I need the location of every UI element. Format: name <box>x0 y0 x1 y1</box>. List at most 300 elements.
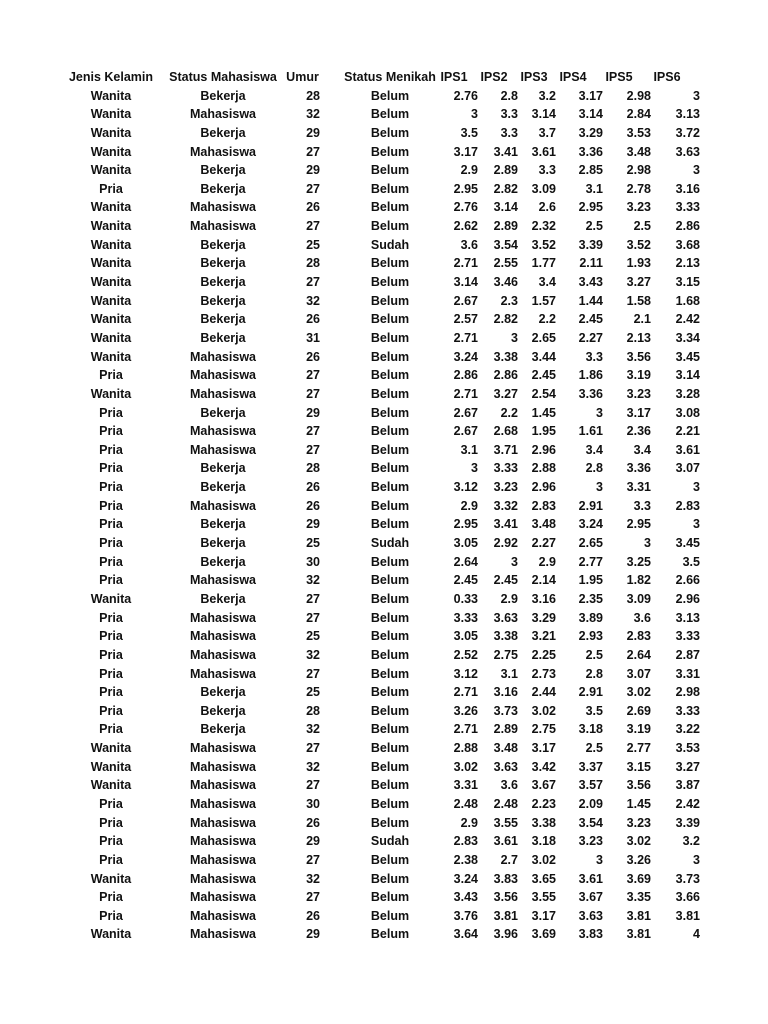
cell-ips4: 1.95 <box>578 573 603 588</box>
cell-ips1: 3.14 <box>453 275 478 290</box>
cell-ips3: 2.54 <box>531 386 556 401</box>
cell-ips3: 3.61 <box>531 144 556 159</box>
cell-status-mahasiswa: Mahasiswa <box>189 442 256 457</box>
cell-ips3: 3.29 <box>531 610 556 625</box>
cell-jenis-kelamin: Pria <box>99 908 123 923</box>
cell-jenis-kelamin: Pria <box>99 722 123 737</box>
cell-umur: 32 <box>306 573 320 588</box>
table-row <box>0 441 768 460</box>
table-row <box>0 590 768 609</box>
cell-ips5: 3.53 <box>626 125 651 140</box>
cell-status-menikah: Belum <box>370 125 410 140</box>
cell-jenis-kelamin: Pria <box>99 368 123 383</box>
cell-status-mahasiswa: Bekerja <box>200 703 246 718</box>
cell-ips3: 3.02 <box>531 703 556 718</box>
cell-ips1: 2.76 <box>453 88 478 103</box>
cell-ips1: 3.43 <box>453 890 478 905</box>
cell-ips3: 3.7 <box>538 125 556 140</box>
cell-ips1: 2.71 <box>453 685 478 700</box>
cell-status-mahasiswa: Bekerja <box>200 330 246 345</box>
table-row <box>0 795 768 814</box>
cell-ips5: 2.95 <box>626 517 651 532</box>
cell-status-mahasiswa: Bekerja <box>200 256 246 271</box>
cell-status-menikah: Belum <box>370 685 410 700</box>
cell-umur: 27 <box>306 890 320 905</box>
table-row <box>0 739 768 758</box>
cell-jenis-kelamin: Pria <box>99 666 123 681</box>
cell-jenis-kelamin: Pria <box>99 424 123 439</box>
cell-ips4: 3 <box>596 480 603 495</box>
cell-ips1: 2.76 <box>453 200 478 215</box>
cell-ips3: 2.6 <box>538 200 556 215</box>
cell-ips2: 3.38 <box>493 349 518 364</box>
cell-status-menikah: Belum <box>370 554 410 569</box>
header-ips4: IPS4 <box>559 70 587 84</box>
cell-ips6: 3 <box>693 163 700 178</box>
cell-umur: 29 <box>306 927 320 942</box>
cell-ips6: 3.66 <box>675 890 700 905</box>
cell-ips1: 3.05 <box>453 629 478 644</box>
table-header-row <box>0 68 768 87</box>
cell-status-mahasiswa: Mahasiswa <box>189 815 256 830</box>
cell-umur: 27 <box>306 144 320 159</box>
cell-status-menikah: Belum <box>370 386 410 401</box>
table-row <box>0 254 768 273</box>
cell-ips4: 1.61 <box>578 424 603 439</box>
cell-jenis-kelamin: Pria <box>99 852 123 867</box>
cell-umur: 27 <box>306 610 320 625</box>
cell-ips3: 3.44 <box>531 349 556 364</box>
cell-ips1: 2.67 <box>453 424 478 439</box>
cell-umur: 26 <box>306 349 320 364</box>
cell-ips4: 3.63 <box>578 908 603 923</box>
cell-ips4: 3.83 <box>578 927 603 942</box>
cell-ips1: 3.5 <box>460 125 478 140</box>
cell-ips4: 3.4 <box>585 442 603 457</box>
table-row <box>0 925 768 944</box>
cell-ips2: 3.41 <box>493 144 518 159</box>
cell-ips5: 2.77 <box>626 741 651 756</box>
cell-umur: 28 <box>306 256 320 271</box>
cell-ips6: 3.72 <box>675 125 700 140</box>
cell-ips6: 3.5 <box>682 554 700 569</box>
cell-status-menikah: Belum <box>370 908 410 923</box>
cell-umur: 25 <box>306 629 320 644</box>
cell-ips4: 2.8 <box>585 461 603 476</box>
cell-ips1: 3.12 <box>453 666 478 681</box>
cell-ips4: 3.89 <box>578 610 603 625</box>
cell-ips3: 1.77 <box>531 256 556 271</box>
cell-status-menikah: Sudah <box>370 834 410 849</box>
cell-ips5: 3.02 <box>626 685 651 700</box>
cell-ips6: 3.31 <box>675 666 700 681</box>
cell-ips4: 3.36 <box>578 144 603 159</box>
cell-ips3: 3.4 <box>538 275 556 290</box>
header-status-menikah: Status Menikah <box>344 70 436 84</box>
cell-ips2: 3.55 <box>493 815 518 830</box>
cell-ips4: 2.65 <box>578 536 603 551</box>
cell-status-menikah: Belum <box>370 442 410 457</box>
cell-ips3: 3.14 <box>531 107 556 122</box>
table-body <box>0 87 768 944</box>
cell-jenis-kelamin: Wanita <box>90 330 132 345</box>
cell-ips5: 3.23 <box>626 815 651 830</box>
cell-jenis-kelamin: Wanita <box>90 293 132 308</box>
cell-ips6: 2.21 <box>675 424 700 439</box>
cell-ips4: 1.44 <box>578 293 603 308</box>
cell-status-mahasiswa: Mahasiswa <box>189 647 256 662</box>
cell-ips5: 2.78 <box>626 181 651 196</box>
cell-ips1: 2.71 <box>453 330 478 345</box>
cell-ips6: 3.33 <box>675 703 700 718</box>
cell-status-menikah: Belum <box>370 610 410 625</box>
table-row <box>0 515 768 534</box>
table-row <box>0 404 768 423</box>
cell-ips4: 2.5 <box>585 647 603 662</box>
cell-ips4: 3.54 <box>578 815 603 830</box>
cell-status-menikah: Belum <box>370 461 410 476</box>
cell-status-mahasiswa: Mahasiswa <box>189 908 256 923</box>
cell-status-mahasiswa: Mahasiswa <box>189 349 256 364</box>
cell-ips4: 3 <box>596 852 603 867</box>
cell-ips5: 2.13 <box>626 330 651 345</box>
cell-ips6: 3.14 <box>675 368 700 383</box>
cell-ips6: 2.42 <box>675 796 700 811</box>
cell-status-menikah: Belum <box>370 852 410 867</box>
cell-ips4: 2.95 <box>578 200 603 215</box>
cell-umur: 30 <box>306 796 320 811</box>
cell-ips2: 3.16 <box>493 685 518 700</box>
header-ips5: IPS5 <box>605 70 633 84</box>
cell-ips3: 2.96 <box>531 442 556 457</box>
cell-status-mahasiswa: Mahasiswa <box>189 573 256 588</box>
header-status-mahasiswa: Status Mahasiswa <box>169 70 277 84</box>
cell-ips5: 3.4 <box>633 442 651 457</box>
cell-ips3: 2.2 <box>538 312 556 327</box>
cell-ips5: 3.56 <box>626 349 651 364</box>
cell-ips6: 2.83 <box>675 498 700 513</box>
cell-jenis-kelamin: Pria <box>99 405 123 420</box>
cell-ips5: 3.17 <box>626 405 651 420</box>
cell-ips3: 3.17 <box>531 908 556 923</box>
cell-status-mahasiswa: Mahasiswa <box>189 200 256 215</box>
cell-ips4: 3.23 <box>578 834 603 849</box>
cell-ips6: 3 <box>693 88 700 103</box>
cell-status-mahasiswa: Bekerja <box>200 275 246 290</box>
cell-jenis-kelamin: Wanita <box>90 107 132 122</box>
table-row <box>0 683 768 702</box>
cell-umur: 27 <box>306 181 320 196</box>
cell-ips3: 3.67 <box>531 778 556 793</box>
cell-ips1: 2.9 <box>460 498 478 513</box>
cell-ips5: 2.69 <box>626 703 651 718</box>
cell-umur: 32 <box>306 107 320 122</box>
table-row <box>0 124 768 143</box>
cell-status-mahasiswa: Bekerja <box>200 722 246 737</box>
cell-ips3: 2.73 <box>531 666 556 681</box>
cell-status-menikah: Belum <box>370 405 410 420</box>
cell-status-menikah: Belum <box>370 517 410 532</box>
cell-status-menikah: Belum <box>370 591 410 606</box>
cell-ips4: 2.91 <box>578 685 603 700</box>
cell-jenis-kelamin: Wanita <box>90 237 132 252</box>
cell-ips1: 3.26 <box>453 703 478 718</box>
cell-ips1: 2.71 <box>453 386 478 401</box>
cell-ips4: 3.14 <box>578 107 603 122</box>
cell-umur: 28 <box>306 703 320 718</box>
cell-status-mahasiswa: Bekerja <box>200 405 246 420</box>
cell-jenis-kelamin: Pria <box>99 498 123 513</box>
table-row <box>0 776 768 795</box>
cell-ips6: 4 <box>693 927 700 942</box>
cell-ips2: 2.48 <box>493 796 518 811</box>
cell-ips3: 3.52 <box>531 237 556 252</box>
cell-ips3: 3.16 <box>531 591 556 606</box>
cell-ips2: 3.56 <box>493 890 518 905</box>
cell-ips1: 3.1 <box>460 442 478 457</box>
cell-ips5: 3.25 <box>626 554 651 569</box>
table-row <box>0 609 768 628</box>
cell-ips2: 2.86 <box>493 368 518 383</box>
header-ips1: IPS1 <box>440 70 468 84</box>
cell-status-menikah: Belum <box>370 181 410 196</box>
cell-ips6: 3.63 <box>675 144 700 159</box>
cell-jenis-kelamin: Wanita <box>90 871 132 886</box>
cell-umur: 30 <box>306 554 320 569</box>
cell-umur: 29 <box>306 163 320 178</box>
cell-ips6: 3.07 <box>675 461 700 476</box>
cell-ips2: 2.2 <box>500 405 518 420</box>
cell-ips6: 3.68 <box>675 237 700 252</box>
cell-status-menikah: Belum <box>370 647 410 662</box>
table-row <box>0 87 768 106</box>
cell-jenis-kelamin: Wanita <box>90 386 132 401</box>
cell-ips2: 3.63 <box>493 759 518 774</box>
cell-ips5: 3.19 <box>626 722 651 737</box>
cell-status-menikah: Belum <box>370 330 410 345</box>
cell-umur: 27 <box>306 424 320 439</box>
cell-status-menikah: Belum <box>370 498 410 513</box>
cell-ips5: 3.02 <box>626 834 651 849</box>
cell-umur: 29 <box>306 517 320 532</box>
cell-ips3: 2.65 <box>531 330 556 345</box>
cell-umur: 27 <box>306 275 320 290</box>
cell-status-mahasiswa: Mahasiswa <box>189 498 256 513</box>
table-row <box>0 236 768 255</box>
cell-ips2: 2.7 <box>500 852 518 867</box>
cell-status-menikah: Belum <box>370 88 410 103</box>
cell-status-menikah: Belum <box>370 163 410 178</box>
cell-ips4: 2.5 <box>585 219 603 234</box>
cell-umur: 32 <box>306 293 320 308</box>
cell-status-menikah: Belum <box>370 349 410 364</box>
cell-umur: 27 <box>306 741 320 756</box>
cell-ips1: 2.45 <box>453 573 478 588</box>
cell-jenis-kelamin: Wanita <box>90 591 132 606</box>
cell-jenis-kelamin: Pria <box>99 480 123 495</box>
cell-ips4: 2.45 <box>578 312 603 327</box>
table-row <box>0 385 768 404</box>
cell-ips3: 3.21 <box>531 629 556 644</box>
cell-ips2: 2.55 <box>493 256 518 271</box>
cell-ips6: 2.42 <box>675 312 700 327</box>
cell-jenis-kelamin: Pria <box>99 834 123 849</box>
cell-umur: 32 <box>306 871 320 886</box>
table-row <box>0 273 768 292</box>
cell-status-menikah: Belum <box>370 796 410 811</box>
cell-ips2: 3.3 <box>500 107 518 122</box>
cell-jenis-kelamin: Pria <box>99 517 123 532</box>
table-row <box>0 348 768 367</box>
table-row <box>0 720 768 739</box>
cell-ips4: 2.35 <box>578 591 603 606</box>
data-table <box>0 68 768 944</box>
cell-ips2: 2.75 <box>493 647 518 662</box>
cell-status-mahasiswa: Mahasiswa <box>189 890 256 905</box>
cell-umur: 27 <box>306 666 320 681</box>
cell-ips5: 2.83 <box>626 629 651 644</box>
cell-ips5: 3.81 <box>626 908 651 923</box>
cell-jenis-kelamin: Wanita <box>90 256 132 271</box>
cell-ips3: 2.75 <box>531 722 556 737</box>
cell-ips6: 1.68 <box>675 293 700 308</box>
cell-ips1: 2.67 <box>453 293 478 308</box>
cell-ips2: 3.83 <box>493 871 518 886</box>
cell-status-menikah: Belum <box>370 815 410 830</box>
cell-ips3: 2.44 <box>531 685 556 700</box>
cell-ips5: 2.98 <box>626 88 651 103</box>
cell-ips6: 3.13 <box>675 610 700 625</box>
cell-jenis-kelamin: Pria <box>99 815 123 830</box>
cell-ips2: 2.89 <box>493 219 518 234</box>
cell-ips4: 2.93 <box>578 629 603 644</box>
cell-jenis-kelamin: Wanita <box>90 163 132 178</box>
cell-status-menikah: Sudah <box>370 536 410 551</box>
cell-umur: 27 <box>306 219 320 234</box>
table-row <box>0 459 768 478</box>
cell-ips1: 2.83 <box>453 834 478 849</box>
cell-status-menikah: Belum <box>370 629 410 644</box>
cell-status-mahasiswa: Mahasiswa <box>189 927 256 942</box>
cell-ips1: 2.38 <box>453 852 478 867</box>
cell-status-menikah: Belum <box>370 890 410 905</box>
cell-ips2: 3 <box>511 330 518 345</box>
cell-ips2: 3.33 <box>493 461 518 476</box>
cell-status-mahasiswa: Bekerja <box>200 125 246 140</box>
cell-ips5: 3.07 <box>626 666 651 681</box>
table-row <box>0 646 768 665</box>
cell-ips5: 1.93 <box>626 256 651 271</box>
cell-status-mahasiswa: Mahasiswa <box>189 741 256 756</box>
cell-ips3: 3.17 <box>531 741 556 756</box>
cell-status-mahasiswa: Bekerja <box>200 517 246 532</box>
table-row <box>0 907 768 926</box>
cell-ips6: 3.53 <box>675 741 700 756</box>
table-row <box>0 105 768 124</box>
table-row <box>0 422 768 441</box>
cell-ips5: 3.36 <box>626 461 651 476</box>
cell-status-mahasiswa: Mahasiswa <box>189 610 256 625</box>
cell-ips4: 3.18 <box>578 722 603 737</box>
cell-ips6: 3.81 <box>675 908 700 923</box>
cell-ips6: 3.27 <box>675 759 700 774</box>
cell-ips2: 2.89 <box>493 163 518 178</box>
cell-umur: 26 <box>306 908 320 923</box>
cell-ips6: 3.2 <box>682 834 700 849</box>
cell-ips5: 3.35 <box>626 890 651 905</box>
cell-ips4: 2.27 <box>578 330 603 345</box>
cell-ips6: 3.28 <box>675 386 700 401</box>
cell-umur: 32 <box>306 647 320 662</box>
cell-ips1: 3.12 <box>453 480 478 495</box>
cell-ips5: 2.84 <box>626 107 651 122</box>
table-row <box>0 665 768 684</box>
cell-status-menikah: Belum <box>370 256 410 271</box>
cell-ips2: 2.3 <box>500 293 518 308</box>
cell-umur: 27 <box>306 778 320 793</box>
cell-ips3: 2.45 <box>531 368 556 383</box>
table-row <box>0 497 768 516</box>
cell-ips4: 1.86 <box>578 368 603 383</box>
cell-ips4: 3.39 <box>578 237 603 252</box>
header-ips3: IPS3 <box>520 70 548 84</box>
cell-umur: 28 <box>306 88 320 103</box>
cell-status-mahasiswa: Mahasiswa <box>189 759 256 774</box>
cell-ips4: 2.09 <box>578 796 603 811</box>
cell-jenis-kelamin: Wanita <box>90 125 132 140</box>
cell-status-mahasiswa: Mahasiswa <box>189 219 256 234</box>
cell-jenis-kelamin: Pria <box>99 890 123 905</box>
cell-ips6: 3.45 <box>675 536 700 551</box>
cell-jenis-kelamin: Pria <box>99 554 123 569</box>
cell-ips4: 3 <box>596 405 603 420</box>
header-ips6: IPS6 <box>653 70 681 84</box>
cell-ips6: 3 <box>693 852 700 867</box>
cell-ips2: 2.89 <box>493 722 518 737</box>
cell-ips4: 2.85 <box>578 163 603 178</box>
cell-ips5: 3.69 <box>626 871 651 886</box>
table-row <box>0 180 768 199</box>
cell-umur: 27 <box>306 852 320 867</box>
cell-ips2: 3.96 <box>493 927 518 942</box>
table-row <box>0 814 768 833</box>
cell-ips4: 3.36 <box>578 386 603 401</box>
cell-ips4: 2.11 <box>579 256 603 271</box>
cell-ips6: 2.13 <box>675 256 700 271</box>
cell-status-menikah: Belum <box>370 275 410 290</box>
table-row <box>0 832 768 851</box>
cell-ips5: 3.19 <box>626 368 651 383</box>
cell-ips3: 2.88 <box>531 461 556 476</box>
cell-umur: 29 <box>306 405 320 420</box>
cell-ips1: 2.86 <box>453 368 478 383</box>
cell-status-mahasiswa: Mahasiswa <box>189 424 256 439</box>
cell-ips5: 2.5 <box>633 219 651 234</box>
cell-ips6: 3.73 <box>675 871 700 886</box>
cell-status-menikah: Belum <box>370 741 410 756</box>
cell-jenis-kelamin: Wanita <box>90 312 132 327</box>
cell-ips1: 2.52 <box>453 647 478 662</box>
cell-ips6: 3.08 <box>675 405 700 420</box>
table-row <box>0 329 768 348</box>
cell-jenis-kelamin: Pria <box>99 461 123 476</box>
cell-ips3: 3.55 <box>531 890 556 905</box>
cell-ips6: 3.16 <box>675 181 700 196</box>
cell-ips3: 1.57 <box>531 293 556 308</box>
cell-ips6: 3.61 <box>675 442 700 457</box>
cell-status-mahasiswa: Mahasiswa <box>189 834 256 849</box>
cell-ips3: 3.65 <box>531 871 556 886</box>
